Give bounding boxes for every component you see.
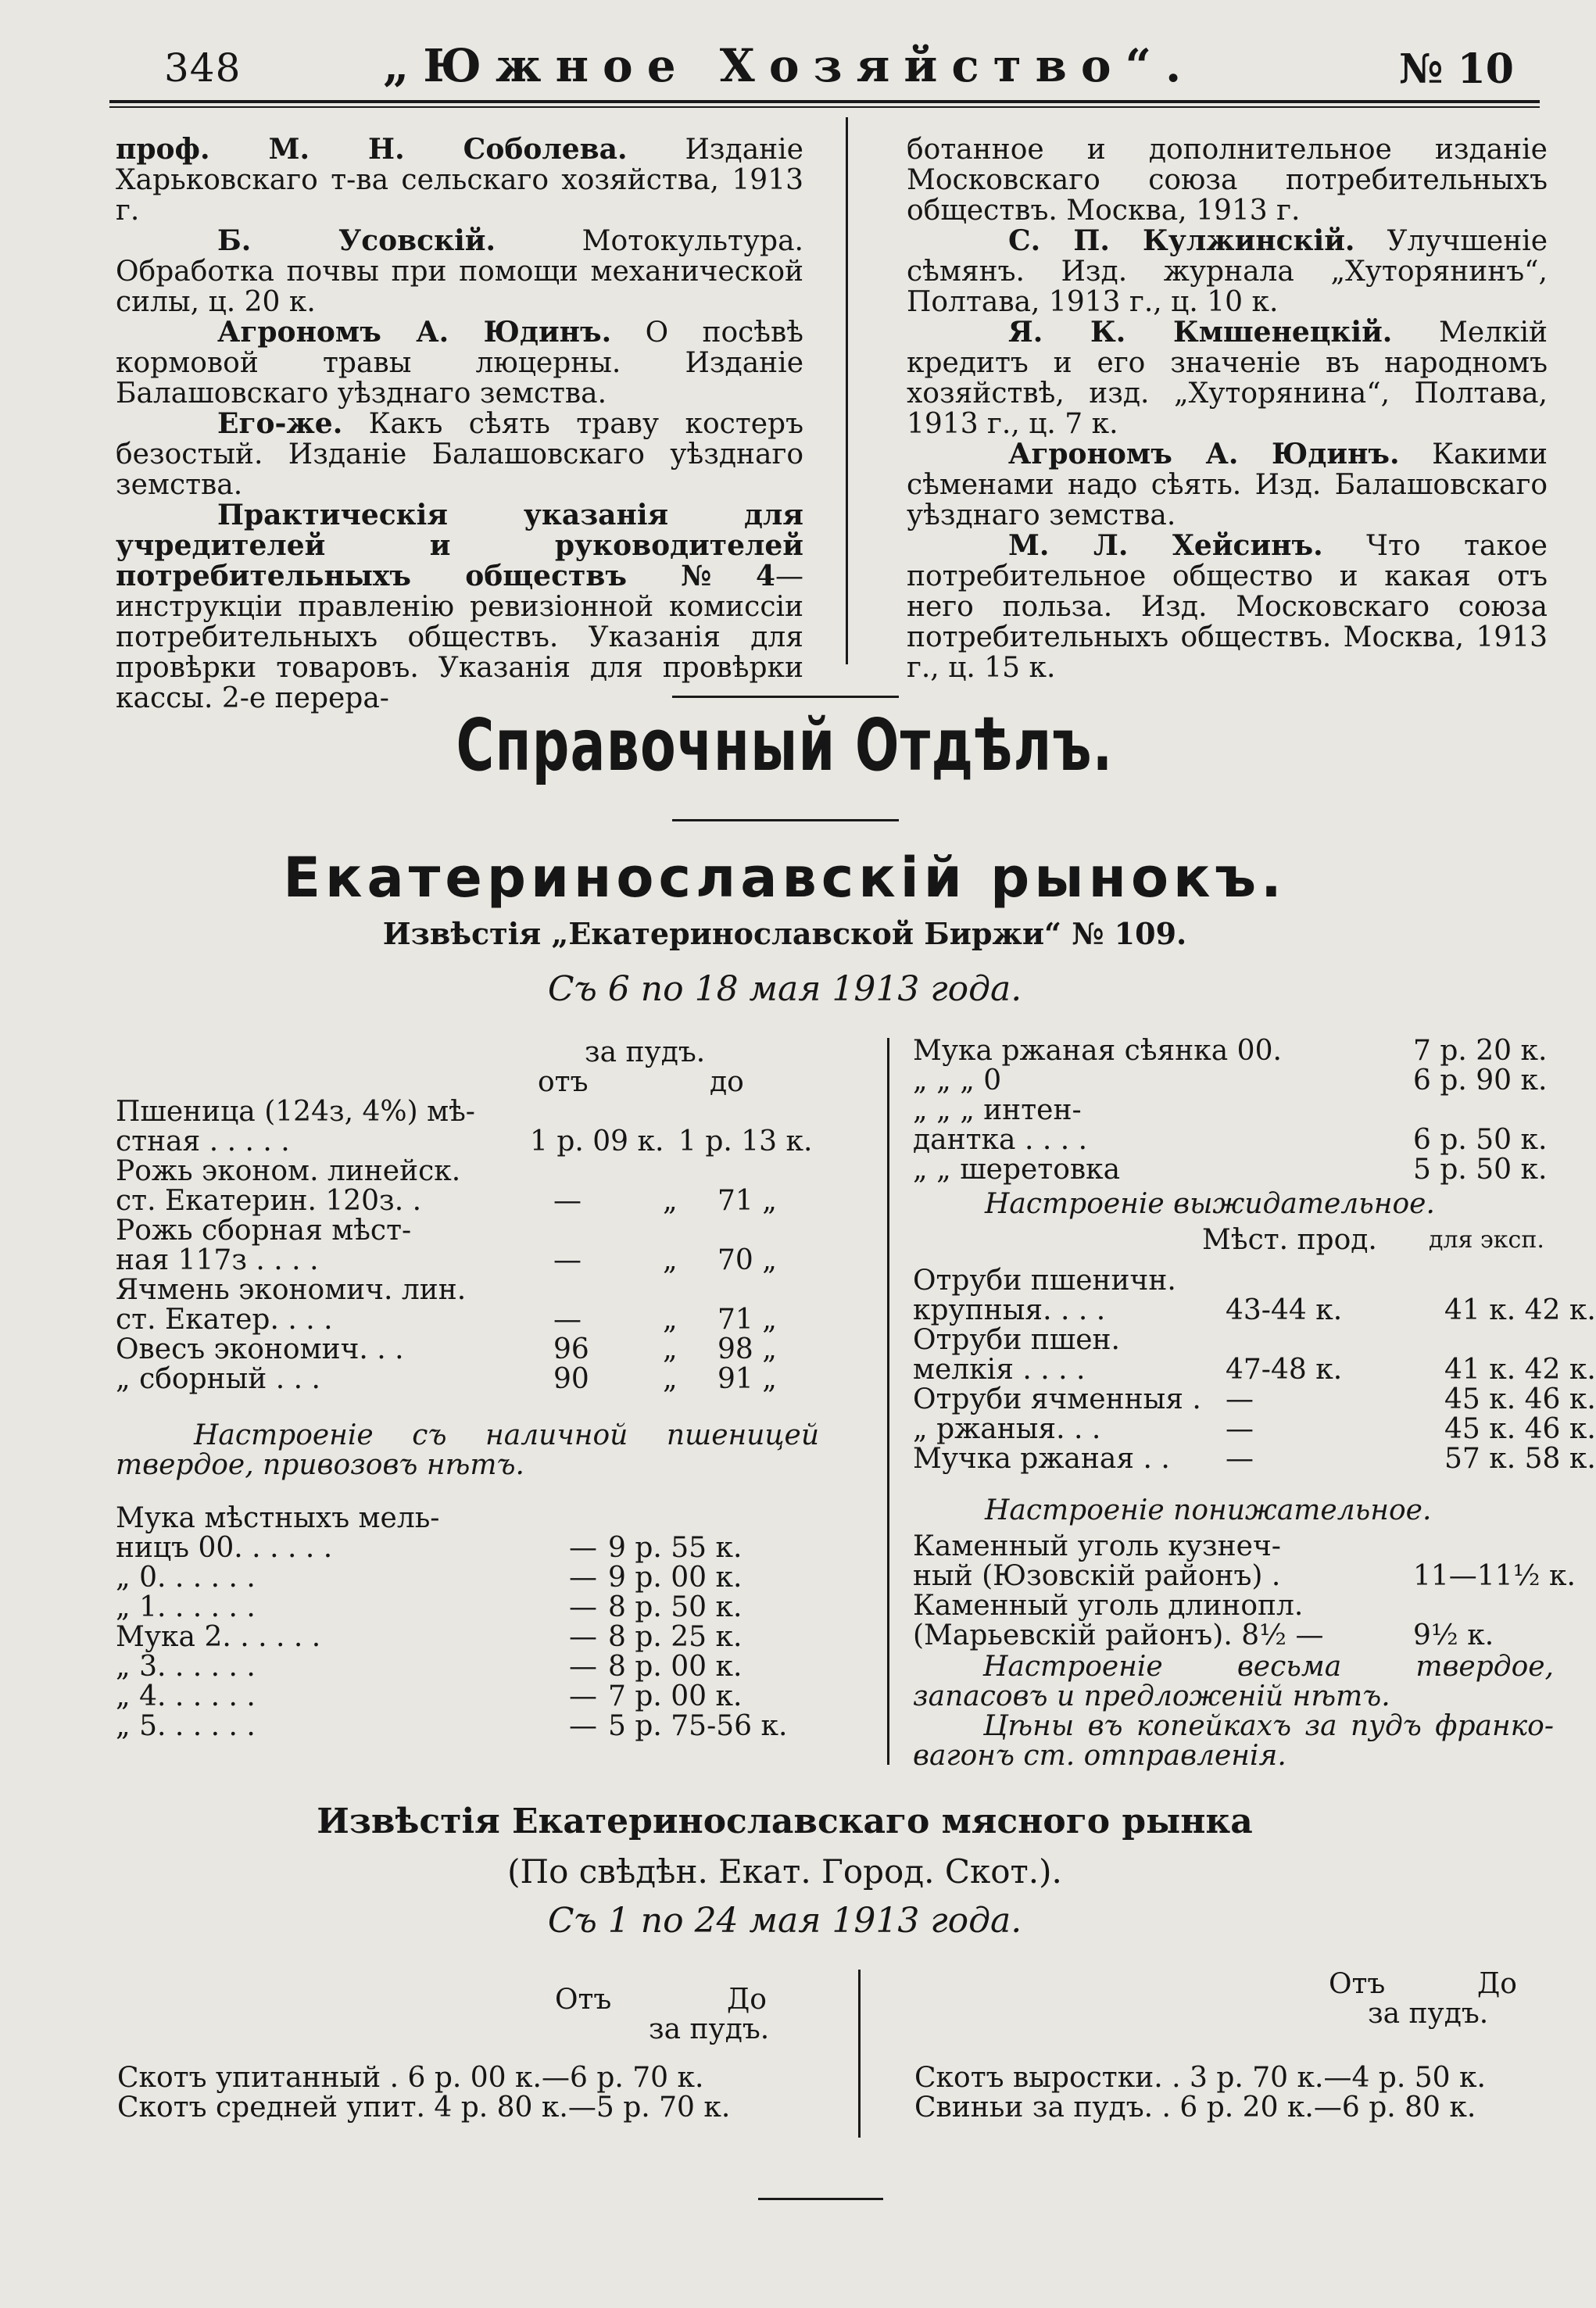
table-cell: 71 „ <box>717 1304 777 1336</box>
meat-title: Извѣстія Екатеринославскаго мясного рынка <box>317 1802 1253 1841</box>
table-cell: 1 р. 13 к. <box>678 1125 813 1158</box>
table-cell: — <box>1226 1443 1254 1475</box>
table-row <box>116 1186 803 1216</box>
meat-per-pood: за пудъ. <box>649 2013 770 2045</box>
table-row <box>913 1326 1554 1355</box>
right-column <box>907 134 1548 683</box>
entry-author: Агрономъ А. Юдинъ. <box>217 316 612 349</box>
table-row <box>913 1383 1596 1415</box>
entry-author: проф. М. Н. Соболева. <box>116 133 628 166</box>
table-cell: 6 р. 90 к. <box>1413 1065 1548 1097</box>
table-cell: Свиньи за пудъ. . 6 р. 20 к.—6 р. 80 к. <box>914 2092 1476 2124</box>
table-row <box>914 2063 1555 2093</box>
table-row <box>913 1591 1554 1621</box>
table-cell: 6 р. 50 к. <box>1413 1124 1548 1156</box>
bibliography-entry: проф. М. Н. Соболева. Изданіе Харьковскаго т-ва сельскаго хозяйства, 1913 г. <box>116 133 803 227</box>
journal-title: „Южное Хозяйство“. <box>383 39 1196 92</box>
table-row <box>116 1216 803 1246</box>
table-row <box>913 1532 1554 1562</box>
meat-right-from: Отъ <box>1329 1968 1386 2000</box>
table-row <box>116 1125 813 1158</box>
market-date: Съ 6 по 18 мая 1913 года. <box>547 969 1022 1009</box>
table-cell: „ 5. . . . . . <box>116 1710 256 1742</box>
table-cell: „ <box>663 1333 678 1365</box>
market-left-mood <box>116 1421 819 1480</box>
bibliography-entry: Его-же. Какъ сѣять траву костеръ безостый. Изданіе Балашовскаго уѣзднаго земства. <box>116 407 803 501</box>
table-row <box>116 1623 803 1652</box>
table-cell: 8 р. 00 к. <box>608 1651 743 1683</box>
table-cell: „ 3. . . . . . <box>116 1651 256 1683</box>
table-cell: Овесъ экономич. . . <box>116 1333 404 1365</box>
table-cell: — <box>553 1185 582 1217</box>
table-row <box>116 1365 803 1394</box>
meat-left-table <box>117 2063 821 2123</box>
head-export: для эксп. <box>1429 1226 1544 1254</box>
table-cell: „ 4. . . . . . <box>116 1680 256 1712</box>
table-row <box>116 1712 803 1741</box>
table-row <box>913 1560 1576 1592</box>
table-cell: 9½ к. <box>1413 1619 1494 1651</box>
table-row <box>117 2063 821 2093</box>
table-cell: 5 р. 50 к. <box>1413 1154 1548 1186</box>
right-mood-3 <box>913 1652 1554 1771</box>
table-row <box>116 1157 803 1186</box>
table-cell: 71 „ <box>717 1185 777 1217</box>
table-cell: 45 к. 46 к. <box>1444 1413 1596 1445</box>
head-local: Мѣст. прод. <box>1202 1224 1377 1256</box>
table-row <box>116 1563 803 1593</box>
table-cell: — <box>1226 1383 1254 1415</box>
table-row <box>116 1652 803 1682</box>
left-mood-text: Настроеніе съ наличной пшеницей твердое, привозовъ нѣтъ. <box>116 1419 819 1481</box>
end-rule <box>758 2198 883 2200</box>
table-cell: ницъ 00. . . . . . <box>116 1532 333 1564</box>
table-row <box>116 1682 803 1712</box>
bibliography-entry: С. П. Кулжинскій. Улучшеніе сѣмянъ. Изд. журнала „Хуторянинъ“, Полтава, 1913 г., ц. 10 к. <box>907 224 1548 318</box>
table-row <box>913 1155 1554 1185</box>
table-cell: Каменный уголь кузнеч- <box>913 1530 1281 1562</box>
table-cell: — <box>553 1244 582 1276</box>
table-cell: Отруби ячменныя . <box>913 1383 1201 1415</box>
table-cell: „ сборный . . . <box>116 1363 320 1395</box>
table-row <box>116 1335 803 1365</box>
price-note: Цѣны въ копейкахъ за пудъ франко-вагонъ ст. отправленія. <box>913 1710 1554 1772</box>
flour-table <box>116 1504 803 1741</box>
table-cell: ст. Екатер. . . . <box>116 1304 333 1336</box>
meat-right-per-pood: за пудъ. <box>1368 1998 1489 2030</box>
table-cell: 45 к. 46 к. <box>1444 1383 1596 1415</box>
table-cell: — <box>569 1651 597 1683</box>
table-cell: (Марьевскій районъ). 8½ — <box>913 1619 1324 1651</box>
table-cell: „ „ шеретовка <box>913 1154 1121 1186</box>
entry-author: Я. К. Кмшенецкій. <box>1008 316 1393 349</box>
table-cell: 98 „ <box>717 1333 777 1365</box>
meat-right-head <box>914 1970 1555 2029</box>
table-row <box>116 1068 803 1097</box>
section-title: Справочный Отдѣлъ. <box>456 703 1114 787</box>
table-cell: Отруби пшен. <box>913 1324 1120 1356</box>
right-mood-3-text: Настроеніе весьма твердое, запасовъ и предложеній нѣтъ. <box>913 1651 1554 1712</box>
table-cell: Рожь сборная мѣст- <box>116 1215 412 1247</box>
table-row <box>913 1125 1554 1155</box>
table-cell: „ <box>663 1185 678 1217</box>
meat-right-table <box>914 2063 1555 2123</box>
table-row <box>913 1266 1554 1296</box>
table-cell: Скотъ средней упит. 4 р. 80 к.—5 р. 70 к. <box>117 2092 731 2124</box>
right-head-2 <box>913 1226 1554 1255</box>
table-cell: Скотъ упитанный . 6 р. 00 к.—6 р. 70 к. <box>117 2062 704 2094</box>
table-row <box>913 1621 1554 1651</box>
table-cell: Рожь эконом. линейск. <box>116 1155 461 1187</box>
right-mood-2-text: Настроеніе понижательное. <box>985 1494 1432 1526</box>
meat-column-divider <box>858 1970 861 2138</box>
table-cell: — <box>569 1562 597 1594</box>
meat-from: Отъ <box>555 1984 612 2016</box>
table-cell: Ячмень экономич. лин. <box>116 1274 467 1306</box>
table-cell: 11—11½ к. <box>1413 1560 1576 1592</box>
bibliography-entry: М. Л. Хейсинъ. Что такое потребительное общество и какая отъ него польза. Изд. Московскаго союза потребительныхъ обществъ. Москва, 1913 г., ц. 15 к. <box>907 529 1548 684</box>
table-cell: Каменный уголь длинопл. <box>913 1590 1304 1622</box>
table-cell: — <box>1226 1413 1254 1445</box>
table-cell: Скотъ выростки. . 3 р. 70 к.—4 р. 50 к. <box>914 2062 1486 2094</box>
table-cell: Пшеница (124з, 4%) мѣ- <box>116 1096 475 1128</box>
table-cell: ст. Екатерин. 120з. . <box>116 1185 422 1217</box>
page-number: 348 <box>164 45 242 91</box>
table-row <box>116 1246 803 1276</box>
market-subtitle: Извѣстія „Екатеринославской Биржи“ № 109. <box>382 916 1187 951</box>
entry-author: С. П. Кулжинскій. <box>1008 224 1355 257</box>
table-cell: 57 к. 58 к. <box>1444 1443 1596 1475</box>
table-cell: 41 к. 42 к. <box>1444 1294 1596 1326</box>
table-row <box>913 1443 1596 1475</box>
table-cell: „ ржаныя. . . <box>913 1413 1101 1445</box>
market-column-divider <box>887 1038 889 1765</box>
entry-author: Б. Усовскій. <box>217 224 496 257</box>
table-row <box>116 1097 803 1127</box>
table-row <box>116 1038 803 1068</box>
table-cell: 47-48 к. <box>1226 1354 1343 1386</box>
table-row <box>913 1294 1596 1326</box>
entry-author: Его-же. <box>217 407 343 440</box>
header-rule <box>109 100 1540 103</box>
meat-to: До <box>727 1984 767 2016</box>
table-cell: крупныя. . . . <box>913 1294 1106 1326</box>
table-cell: мелкія . . . . <box>913 1354 1086 1386</box>
table-cell: Мучка ржаная . . <box>913 1443 1170 1475</box>
bran-table <box>913 1265 1596 1475</box>
column-divider <box>846 117 848 664</box>
table-cell: 5 р. 75-56 к. <box>608 1710 788 1742</box>
coal-table <box>913 1530 1576 1651</box>
table-cell: „ <box>663 1304 678 1336</box>
table-cell: — <box>569 1710 597 1742</box>
table-cell: „ 0. . . . . . <box>116 1562 256 1594</box>
header-rule-thin <box>109 106 1540 108</box>
table-cell: Мука ржаная сѣянка 00. <box>913 1035 1282 1067</box>
table-row <box>116 1593 803 1623</box>
table-cell: Мука 2. . . . . . <box>116 1621 321 1653</box>
table-cell: 8 р. 25 к. <box>608 1621 743 1653</box>
market-left-table <box>116 1036 813 1395</box>
table-cell: — <box>569 1591 597 1623</box>
table-cell: — <box>569 1680 597 1712</box>
table-cell: — <box>569 1532 597 1564</box>
table-row <box>116 1504 803 1533</box>
table-cell: 90 <box>553 1363 589 1395</box>
section-rule-top <box>672 696 899 698</box>
entry-author: М. Л. Хейсинъ. <box>1008 529 1323 562</box>
table-cell: 8 р. 50 к. <box>608 1591 743 1623</box>
bibliography-entry: Б. Усовскій. Мотокультура. Обработка почвы при помощи механической силы, ц. 20 к. <box>116 224 803 318</box>
bibliography-entry: Агрономъ А. Юдинъ. О посѣвѣ кормовой травы люцерны. Изданіе Балашовскаго уѣзднаго земства. <box>116 316 803 410</box>
table-row <box>116 1533 803 1563</box>
table-cell: 7 р. 00 к. <box>608 1680 743 1712</box>
table-cell: отъ <box>538 1066 589 1098</box>
table-cell: за пудъ. <box>585 1036 706 1068</box>
right-mood-1 <box>985 1190 1548 1219</box>
table-row <box>117 2093 821 2123</box>
table-cell: Мука мѣстныхъ мель- <box>116 1502 440 1534</box>
meat-subtitle: (По свѣдѣн. Екат. Город. Скот.). <box>507 1852 1062 1891</box>
right-mood-1-text: Настроеніе выжидательное. <box>985 1188 1435 1220</box>
meat-right-to: До <box>1477 1968 1517 2000</box>
table-cell: стная . . . . . <box>116 1125 290 1158</box>
table-cell: „ <box>663 1363 678 1395</box>
table-cell: 1 р. 09 к. <box>530 1125 664 1158</box>
section-rule-bottom <box>672 819 899 821</box>
entry-author: Агрономъ А. Юдинъ. <box>1008 438 1400 471</box>
table-cell: ная 117з . . . . <box>116 1244 319 1276</box>
entry-author: Практическія указанія для учредителей и руководителей потребительныхъ обществъ №4 <box>116 499 803 592</box>
table-cell: „ „ „ интен- <box>913 1094 1082 1126</box>
table-row <box>913 1354 1596 1386</box>
table-cell: 9 р. 00 к. <box>608 1562 743 1594</box>
table-row <box>913 1096 1554 1125</box>
issue-number: № 10 <box>1399 45 1514 93</box>
table-cell: „ <box>663 1244 678 1276</box>
table-cell: 41 к. 42 к. <box>1444 1354 1596 1386</box>
table-cell: — <box>569 1621 597 1653</box>
table-row <box>913 1413 1596 1445</box>
right-mood-2 <box>985 1496 1548 1526</box>
rye-flour-table <box>913 1036 1554 1185</box>
table-row <box>116 1305 803 1335</box>
table-cell: дантка . . . . <box>913 1124 1088 1156</box>
table-cell: 9 р. 55 к. <box>608 1532 743 1564</box>
table-cell: 70 „ <box>717 1244 777 1276</box>
table-cell: 91 „ <box>717 1363 777 1395</box>
bibliography-entry: ботанное и дополнительное изданіе Московскаго союза потребительныхъ обществъ. Москва, 1913 г. <box>907 134 1548 227</box>
table-row <box>116 1276 803 1305</box>
table-cell: ный (Юзовскій районъ) . <box>913 1560 1281 1592</box>
table-row <box>914 2093 1555 2123</box>
table-cell: до <box>710 1066 744 1098</box>
bibliography-entry: Агрономъ А. Юдинъ. Какими сѣменами надо сѣять. Изд. Балашовскаго уѣзднаго земства. <box>907 438 1548 531</box>
meat-date: Съ 1 по 24 мая 1913 года. <box>547 1901 1022 1941</box>
bibliography-entry: Я. К. Кмшенецкій. Мелкій кредитъ и его значеніе въ народномъ хозяйствѣ, изд. „Хуторянина“, Полтава, 1913 г., ц. 7 к. <box>907 316 1548 440</box>
table-cell: 96 <box>553 1333 589 1365</box>
table-cell: 43-44 к. <box>1226 1294 1343 1326</box>
market-title: Екатеринославскій рынокъ. <box>283 846 1286 910</box>
meat-left-head <box>117 1985 821 2045</box>
bibliography-entry: Практическія указанія для учредителей и руководителей потребительныхъ обществъ №4—инструкціи правленію ревизіонной комиссіи потребительныхъ обществъ. Указанія для провѣрки товаровъ. Указанія для провѣрки кассы. 2-е перера- <box>116 499 803 714</box>
table-row <box>913 1036 1554 1066</box>
table-cell: „ 1. . . . . . <box>116 1591 256 1623</box>
table-cell: 7 р. 20 к. <box>1413 1035 1548 1067</box>
table-cell: Отруби пшеничн. <box>913 1265 1176 1297</box>
table-row <box>913 1066 1554 1096</box>
left-column <box>116 134 803 714</box>
table-cell: „ „ „ 0 <box>913 1065 1002 1097</box>
table-cell: — <box>553 1304 582 1336</box>
